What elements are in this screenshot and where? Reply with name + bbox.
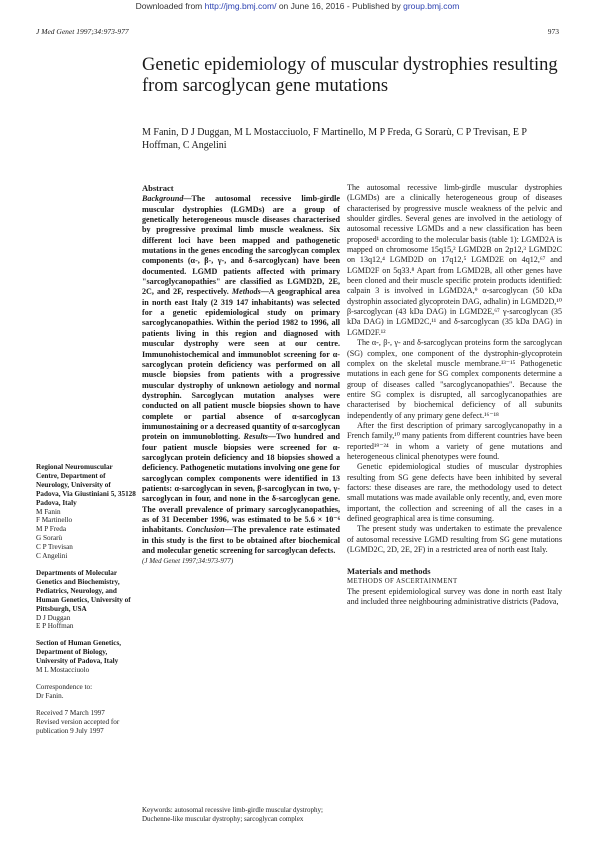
abstract-body	[142, 194, 340, 566]
abstract-heading: Abstract	[142, 183, 174, 193]
abstract-citation: (J Med Genet 1997;34:973-977)	[142, 557, 234, 566]
body-paragraph-3: After the first description of primary sarcoglycanopathy in a French family,¹⁰ many patients from different countries have been reported¹⁹⁻²⁴ in whom a variety of gene mutations and heterogeneous clinical phenotypes were found.	[347, 420, 562, 461]
download-date: on June 16, 2016 - Published by	[278, 1, 401, 11]
article-title: Genetic epidemiology of muscular dystrophies resulting from sarcoglycan gene mutations	[142, 55, 558, 96]
affiliation-padova-genetics	[36, 639, 136, 675]
abstract-background: —The autosomal recessive limb-girdle muscular dystrophies (LGMDs) are a group of genetically heterogeneous muscle diseases characterised by progressive proximal limb muscle weakness. Six different loci have been mapped and pathogenetic mutations in the genes encoding the sarcoglycan complex components (α-, β-, γ-, and δ-sarcoglycan) have been documented. LGMD patients affected with primary "sarcoglycanopathies" are classified as LGMD2D, 2E, 2C, and 2F, respectively.	[142, 194, 340, 297]
page-number: 973	[547, 27, 559, 36]
abstract-results-label: Results	[243, 432, 268, 442]
body-paragraph-1: The autosomal recessive limb-girdle muscular dystrophies (LGMDs) are a clinically heterogeneous group of diseases characterised by progressive muscle weakness of the pelvic and shoulder girdles. Several genes are involved in the aetiology of autosomal recessive LGMDs and a new classification has been proposed¹ according to the molecular basis (table 1): LGMD2A is mapped on chromosome 15q15,² LGMD2B on 2p12,³ LGMD2C on 13q12,⁴ LGMD2D on 17q12,⁵ LGMD2E on 4q12,⁶⁷ and LGMD2F on 5q33.⁸ Apart from LGMD2B, all other genes have been cloned and their muscle specific protein products identified: calpain 3 is involved in LGMD2A,⁹ α-sarcoglycan (50 kDa dystrophin associated glycoprotein DAG, adhalin) in LGMD2D,¹⁰ β-sarcoglycan (43 kDa DAG) in LGMD2E,⁶⁷ γ-sarcoglycan (35 kDa DAG) in LGMD2C,¹¹ and δ-sarcoglycan (35 kDa DAG) in LGMD2F.¹²	[347, 183, 562, 337]
affiliation-institution: Departments of Molecular Genetics and Biochemistry, Pediatrics, Neurology, and Human Genetics, University of Pittsburgh, USA	[36, 568, 131, 613]
affiliations-column	[36, 463, 136, 743]
affiliation-institution: Section of Human Genetics, Department of Biology, University of Padova, Italy	[36, 639, 122, 666]
abstract-results: —Two hundred and four patient muscle biopsies were screened for α-sarcoglycan protein deficiency and 18 biopsies showed a deficiency. Pathogenetic mutations involving one gene for sarcoglycan complex components were identified in 13 patients: α-sarcoglycan in seven, β-sarcoglycan in two, γ-sarcoglycan in four, and none in the δ-sarcoglycan gene. The overall prevalence of primary sarcoglycanopathies, as of 31 December 1996, was estimated to be 5.6 × 10⁻⁶ inhabitants.	[142, 432, 340, 535]
affiliation-pittsburgh	[36, 569, 136, 631]
body-paragraph-2: The α-, β-, γ- and δ-sarcoglycan proteins form the sarcoglycan (SG) complex, one component of the dystrophin-glycoprotein complex on the skeletal muscle membrane.¹³⁻¹⁵ Pathogenetic mutations in each gene for SG complex components determine a group of diseases called "sarcoglycanopathies". Because the entire SG complex is disrupted, all sarcoglycanopathies are characterised by biochemical deficiency of all subunits independently of any primary gene defect.¹⁶⁻¹⁸	[347, 338, 562, 420]
abstract-methods-label: Methods	[231, 287, 261, 297]
abstract-conclusion: —The prevalence rate estimated in this study is the first to be obtained after biochemical and molecular genetic screening for sarcoglycan defects.	[142, 525, 340, 556]
received-note: Received 7 March 1997 Revised version accepted for publication 9 July 1997	[36, 708, 120, 735]
download-bar	[0, 1, 595, 11]
body-paragraph-4: Genetic epidemiological studies of muscular dystrophies resulting from SG gene defects have been inhibited by several factors: these diseases are rare, the methodology used to detect small mutations was made available only recently, and, even more important, the collection and screening of all the cases in a defined geographical area is time consuming.	[347, 462, 562, 523]
journal-url-link[interactable]: http://jmg.bmj.com/	[204, 1, 277, 11]
affiliation-institution: Regional Neuromuscular Centre, Department of Neurology, University of Padova, Via Giustiniani 5, 35128 Padova, Italy	[36, 463, 136, 507]
correspondence-note: Correspondence to: Dr Fanin.	[36, 682, 93, 700]
publisher-link[interactable]: group.bmj.com	[403, 1, 460, 11]
running-head: J Med Genet 1997;34:973-977	[36, 27, 129, 36]
abstract-column	[142, 183, 340, 567]
affiliation-padova-neurology	[36, 463, 136, 561]
section-heading-methods: Materials and methods	[347, 566, 431, 577]
body-paragraph-6: The present epidemiological survey was done in north east Italy and included three neighbouring administrative districts (Padova,	[347, 587, 562, 607]
abstract-background-label: Background	[142, 194, 184, 204]
abstract-methods: —A geographical area in north east Italy (2 319 147 inhabitants) was selected for a genetic epidemiological study on primary sarcoglycanopathies. Within the period 1982 to 1996, all patients living in this region and diagnosed with muscular dystrophy were seen at our centre. Immunohistochemical and immunoblot screening for α-sarcoglycan protein deficiency was performed on all muscle biopsies from patients with a progressive muscular dystrophy of unknown aetiology and normal dystrophin. Sarcoglycan mutation analyses were conducted on all patient muscle biopsies shown to have complete or partial absence of α-sarcoglycan immunostaining or a decreased quantity of α-sarcoglycan protein on immunoblotting.	[142, 287, 341, 442]
body-paragraph-5: The present study was undertaken to estimate the prevalence of autosomal recessive LGMD resulting from SG gene mutations (LGMD2C, 2D, 2E, 2F) in a restricted area of north east Italy.	[347, 524, 562, 555]
affiliation-people: M Fanin F Martinello M P Freda G Sorarù C P Trevisan C Angelini	[36, 507, 73, 561]
subsection-heading-ascertainment: METHODS OF ASCERTAINMENT	[347, 577, 458, 585]
download-prefix: Downloaded from	[135, 1, 203, 11]
affiliation-people: D J Duggan E P Hoffman	[36, 613, 74, 631]
affiliation-people: M L Mostacciuolo	[36, 666, 90, 675]
keywords: Keywords: autosomal recessive limb-girdle muscular dystrophy; Duchenne-like muscular dystrophy; sarcoglycan complex	[142, 806, 323, 823]
abstract-conclusion-label: Conclusion	[186, 525, 225, 535]
author-list: M Fanin, D J Duggan, M L Mostacciuolo, F Martinello, M P Freda, G Sorarù, C P Trevisan, E P Hoffman, C Angelini	[142, 127, 527, 151]
body-column	[347, 183, 562, 608]
